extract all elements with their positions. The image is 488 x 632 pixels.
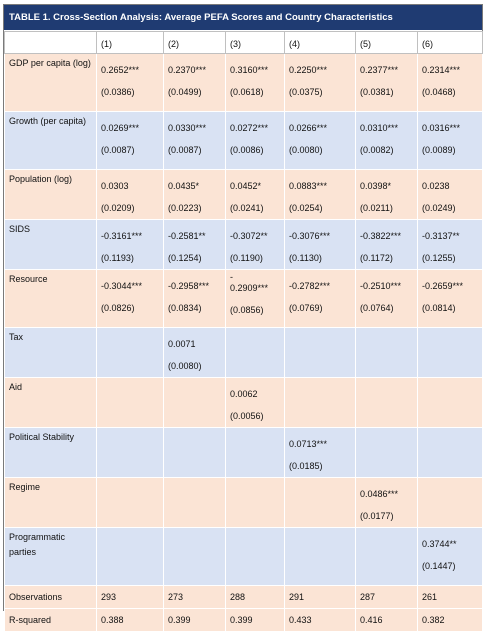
value-cell: 0.416	[356, 609, 418, 632]
table-row	[5, 112, 483, 170]
standard-error: (0.0080)	[168, 361, 202, 371]
coefficient: 0.2370***	[168, 65, 207, 75]
row-label: Resource	[5, 270, 97, 328]
coefficient: 0.0266***	[289, 123, 328, 133]
value-cell	[285, 112, 356, 170]
standard-error: (0.0080)	[289, 145, 323, 155]
value-cell	[418, 528, 483, 586]
value-cell: 291	[285, 586, 356, 609]
header-corner	[5, 32, 97, 54]
coefficient: 0.2909***	[230, 283, 269, 293]
value-cell	[418, 378, 483, 428]
value-cell	[356, 220, 418, 270]
value-cell	[226, 220, 285, 270]
standard-error: (0.0468)	[422, 87, 456, 97]
coefficient: -0.2659***	[422, 281, 464, 291]
coefficient: 0.0883***	[289, 181, 328, 191]
standard-error: (0.0185)	[289, 461, 323, 471]
coefficient: -0.2581**	[168, 231, 206, 241]
value-cell	[97, 378, 164, 428]
obs-row	[5, 586, 483, 609]
value-cell	[97, 112, 164, 170]
standard-error: (0.1190)	[230, 253, 263, 263]
value-cell	[418, 478, 483, 528]
coefficient: 0.0713***	[289, 439, 328, 449]
column-header: (3)	[226, 32, 285, 54]
value-cell	[97, 528, 164, 586]
row-label: Political Stability	[5, 428, 97, 478]
value-cell	[97, 328, 164, 378]
column-header: (1)	[97, 32, 164, 54]
coefficient: -0.3161***	[101, 231, 143, 241]
standard-error: (0.0856)	[230, 305, 264, 315]
standard-error: (0.0211)	[360, 203, 393, 213]
coefficient: 0.0071	[168, 339, 196, 349]
coefficient: 0.0398*	[360, 181, 392, 191]
table-row	[5, 270, 483, 328]
coefficient: 0.3744**	[422, 539, 457, 549]
standard-error: (0.0087)	[101, 145, 135, 155]
standard-error: (0.0618)	[230, 87, 264, 97]
regression-table	[4, 31, 483, 632]
coefficient: 0.0452*	[230, 181, 262, 191]
value-cell	[97, 170, 164, 220]
value-cell	[418, 112, 483, 170]
standard-error: (0.0499)	[168, 87, 202, 97]
standard-error: (0.0834)	[168, 303, 202, 313]
value-cell	[164, 478, 226, 528]
standard-error: (0.0056)	[230, 411, 264, 421]
coefficient: 0.2377***	[360, 65, 399, 75]
value-cell	[164, 170, 226, 220]
value-cell	[356, 112, 418, 170]
standard-error: (0.0381)	[360, 87, 394, 97]
value-cell	[97, 478, 164, 528]
row-label: Growth (per capita)	[5, 112, 97, 170]
value-cell	[285, 428, 356, 478]
value-cell: 273	[164, 586, 226, 609]
standard-error: (0.0764)	[360, 303, 394, 313]
standard-error: (0.0826)	[101, 303, 135, 313]
coefficient: 0.0303	[101, 181, 129, 191]
value-cell	[356, 54, 418, 112]
value-cell	[226, 270, 285, 328]
value-cell	[164, 54, 226, 112]
value-cell: 0.433	[285, 609, 356, 632]
standard-error: (0.1130)	[289, 253, 322, 263]
standard-error: (0.0209)	[101, 203, 135, 213]
row-label: Aid	[5, 378, 97, 428]
table-row	[5, 328, 483, 378]
value-cell	[285, 170, 356, 220]
value-cell: 287	[356, 586, 418, 609]
value-cell	[356, 378, 418, 428]
standard-error: (0.1255)	[422, 253, 456, 263]
value-cell	[97, 270, 164, 328]
table-row	[5, 170, 483, 220]
coefficient: -0.2958***	[168, 281, 210, 291]
coefficient: 0.2652***	[101, 65, 140, 75]
value-cell	[164, 220, 226, 270]
row-label: Population (log)	[5, 170, 97, 220]
standard-error: (0.1447)	[422, 561, 456, 571]
value-cell	[356, 328, 418, 378]
standard-error: (0.1193)	[101, 253, 134, 263]
value-cell	[285, 478, 356, 528]
standard-error: (0.0769)	[289, 303, 323, 313]
row-label: Observations	[5, 586, 97, 609]
row-label: SIDS	[5, 220, 97, 270]
value-cell	[418, 428, 483, 478]
coefficient: 0.0330***	[168, 123, 207, 133]
column-header: (2)	[164, 32, 226, 54]
coefficient: 0.0435*	[168, 181, 200, 191]
value-cell: 293	[97, 586, 164, 609]
header-row	[5, 32, 483, 54]
r-squared-row	[5, 609, 483, 632]
value-cell	[226, 170, 285, 220]
value-cell	[164, 270, 226, 328]
value-cell	[97, 220, 164, 270]
value-cell	[356, 170, 418, 220]
value-cell	[97, 428, 164, 478]
coefficient: -0.2782***	[289, 281, 331, 291]
standard-error: (0.0375)	[289, 87, 323, 97]
coefficient: 0.0316***	[422, 123, 461, 133]
value-cell	[226, 378, 285, 428]
value-cell	[97, 54, 164, 112]
standard-error: (0.0087)	[168, 145, 202, 155]
coefficient: -0.3822***	[360, 231, 402, 241]
coefficient: 0.0272***	[230, 123, 269, 133]
value-cell	[164, 112, 226, 170]
standard-error: (0.0249)	[422, 203, 456, 213]
standard-error: (0.1254)	[168, 253, 202, 263]
value-cell	[356, 478, 418, 528]
coefficient: -0.3072**	[230, 231, 268, 241]
value-cell: 0.399	[226, 609, 285, 632]
value-cell	[285, 220, 356, 270]
value-cell	[285, 270, 356, 328]
value-cell	[356, 528, 418, 586]
row-label: Regime	[5, 478, 97, 528]
coefficient-wrap-dash: -	[230, 272, 233, 282]
table-row	[5, 478, 483, 528]
coefficient: -0.3137**	[422, 231, 460, 241]
standard-error: (0.0241)	[230, 203, 264, 213]
coefficient: 0.0486***	[360, 489, 399, 499]
value-cell	[164, 328, 226, 378]
value-cell	[418, 328, 483, 378]
column-header: (5)	[356, 32, 418, 54]
coefficient: 0.2250***	[289, 65, 328, 75]
value-cell: 288	[226, 586, 285, 609]
row-label: Programmatic parties	[5, 528, 97, 586]
value-cell	[226, 528, 285, 586]
standard-error: (0.0089)	[422, 145, 456, 155]
value-cell: 0.382	[418, 609, 483, 632]
value-cell	[285, 328, 356, 378]
coefficient: 0.2314***	[422, 65, 461, 75]
standard-error: (0.0082)	[360, 145, 394, 155]
value-cell	[418, 54, 483, 112]
standard-error: (0.0254)	[289, 203, 323, 213]
value-cell	[285, 54, 356, 112]
coefficient: 0.3160***	[230, 65, 269, 75]
standard-error: (0.0177)	[360, 511, 394, 521]
table-frame	[3, 4, 483, 625]
table-title: TABLE 1. Cross-Section Analysis: Average PEFA Scores and Country Characteristics	[4, 5, 482, 30]
value-cell	[418, 170, 483, 220]
column-header: (4)	[285, 32, 356, 54]
value-cell: 0.399	[164, 609, 226, 632]
table-row	[5, 378, 483, 428]
coefficient: 0.0269***	[101, 123, 140, 133]
value-cell	[164, 428, 226, 478]
row-label: Tax	[5, 328, 97, 378]
row-label: R-squared	[5, 609, 97, 632]
value-cell	[226, 478, 285, 528]
coefficient: 0.0062	[230, 389, 258, 399]
column-header: (6)	[418, 32, 483, 54]
value-cell	[226, 428, 285, 478]
table-row	[5, 54, 483, 112]
standard-error: (0.0386)	[101, 87, 135, 97]
value-cell	[226, 54, 285, 112]
row-label: GDP per capita (log)	[5, 54, 97, 112]
standard-error: (0.0086)	[230, 145, 264, 155]
coefficient: -0.3044***	[101, 281, 143, 291]
value-cell	[164, 378, 226, 428]
value-cell	[285, 528, 356, 586]
value-cell	[226, 328, 285, 378]
value-cell	[356, 428, 418, 478]
table-row	[5, 220, 483, 270]
value-cell	[356, 270, 418, 328]
coefficient: 0.0238	[422, 181, 450, 191]
standard-error: (0.0223)	[168, 203, 202, 213]
value-cell	[418, 220, 483, 270]
coefficient: -0.3076***	[289, 231, 331, 241]
value-cell: 0.388	[97, 609, 164, 632]
standard-error: (0.0814)	[422, 303, 456, 313]
standard-error: (0.1172)	[360, 253, 393, 263]
table-row	[5, 428, 483, 478]
coefficient: 0.0310***	[360, 123, 399, 133]
value-cell: 261	[418, 586, 483, 609]
value-cell	[164, 528, 226, 586]
value-cell	[285, 378, 356, 428]
value-cell	[418, 270, 483, 328]
coefficient: -0.2510***	[360, 281, 402, 291]
table-row	[5, 528, 483, 586]
value-cell	[226, 112, 285, 170]
